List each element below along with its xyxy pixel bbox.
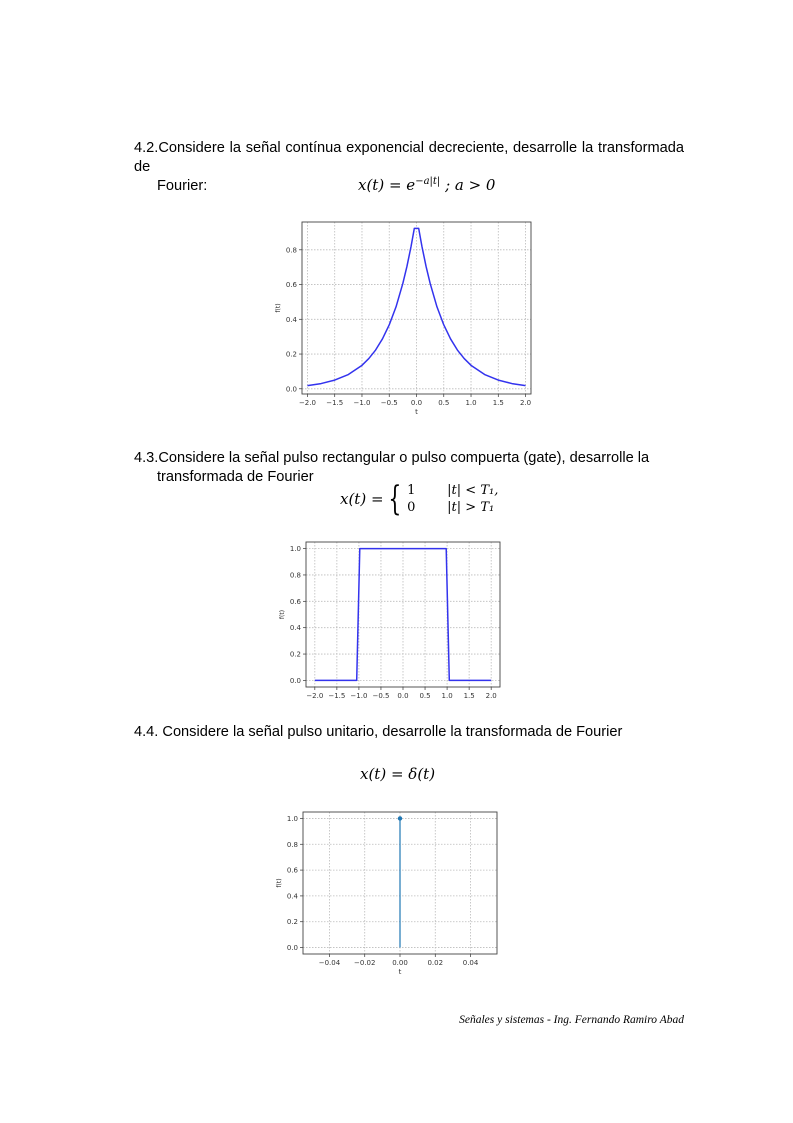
section-text: Considere la señal contínua exponencial decreciente, desarrolle la transformada de [134, 140, 684, 175]
section-text: Considere la señal pulso unitario, desarrolle la transformada de Fourier [158, 724, 623, 740]
y-tick-label: 0.2 [286, 918, 298, 927]
x-tick-label: −1.5 [326, 399, 344, 407]
section-number: 4.3. [134, 450, 159, 466]
y-axis-label: f(t) [275, 303, 282, 313]
case-cond: |t| < T₁, [447, 483, 499, 498]
y-tick-label: 0.4 [286, 892, 298, 901]
x-tick-label: 2.0 [519, 399, 532, 407]
x-tick-label: −0.02 [354, 959, 376, 967]
footer: Señales y sistemas - Ing. Fernando Ramiro Abad [459, 1014, 684, 1026]
x-tick-label: 1.5 [492, 399, 504, 407]
x-tick-label: 0.00 [392, 959, 408, 967]
y-tick-label: 1.0 [286, 814, 298, 823]
y-axis-label: f(t) [276, 878, 283, 888]
eq-lhs: x(t) = [340, 490, 384, 508]
y-tick-label: 0.8 [285, 246, 297, 255]
y-tick-label: 0.6 [285, 281, 297, 290]
section-number: 4.4. [134, 724, 159, 740]
x-tick-label: 0.02 [427, 959, 444, 967]
y-axis-label: f(t) [279, 609, 286, 620]
y-tick-label: 0.6 [289, 597, 301, 606]
x-tick-label: 1.0 [441, 692, 453, 700]
x-tick-label: −2.0 [306, 692, 324, 700]
eq-exponent: −a|t| [415, 176, 441, 187]
x-tick-label: −0.5 [372, 692, 390, 700]
y-tick-label: 0.6 [286, 866, 298, 875]
section-text-cont: Fourier: [157, 178, 208, 194]
y-tick-label: 0.4 [289, 624, 301, 633]
x-tick-label: −1.5 [328, 692, 346, 700]
y-tick-label: 0.8 [289, 571, 301, 580]
y-tick-label: 0.0 [285, 385, 297, 394]
x-axis-label: t [415, 408, 418, 416]
section-text-cont: transformada de Fourier [157, 469, 314, 485]
equation-delta: x(t) = δ(t) [360, 765, 436, 783]
section-text: Considere la señal pulso rectangular o pulso compuerta (gate), desarrolle la [158, 450, 650, 466]
stem-marker [398, 816, 402, 820]
x-tick-label: 1.0 [465, 399, 477, 407]
y-tick-label: 0.0 [286, 944, 298, 953]
chart-3 [276, 812, 497, 976]
y-tick-label: 0.0 [289, 676, 301, 685]
x-tick-label: 0.5 [419, 692, 431, 700]
y-tick-label: 0.2 [285, 350, 297, 359]
eq-lhs: x(t) = e [358, 176, 416, 194]
x-tick-label: 0.0 [410, 399, 423, 407]
eq-rhs: ; a > 0 [440, 176, 496, 194]
y-tick-label: 0.8 [286, 840, 298, 849]
case-value: 1 [407, 483, 416, 498]
x-tick-label: −0.5 [380, 399, 398, 407]
y-tick-label: 0.4 [285, 315, 297, 324]
x-tick-label: 0.5 [438, 399, 450, 407]
x-tick-label: 0.04 [462, 959, 479, 967]
y-tick-label: 1.0 [289, 545, 301, 554]
section-number: 4.2. [134, 140, 159, 156]
x-tick-label: −0.04 [318, 959, 341, 967]
x-tick-label: −2.0 [298, 399, 316, 407]
case-value: 0 [407, 500, 416, 515]
case-cond: |t| > T₁ [447, 500, 495, 515]
x-tick-label: 2.0 [485, 692, 497, 700]
x-tick-label: −1.0 [353, 399, 371, 407]
brace-symbol: { [387, 479, 401, 519]
x-tick-label: −1.0 [350, 692, 368, 700]
axes-frame [302, 222, 531, 394]
chart-2 [279, 542, 500, 700]
y-tick-label: 0.2 [289, 650, 301, 659]
chart-1 [275, 222, 531, 416]
x-axis-label: t [398, 968, 402, 976]
x-tick-label: 0.0 [397, 692, 409, 700]
x-tick-label: 1.5 [463, 692, 475, 700]
